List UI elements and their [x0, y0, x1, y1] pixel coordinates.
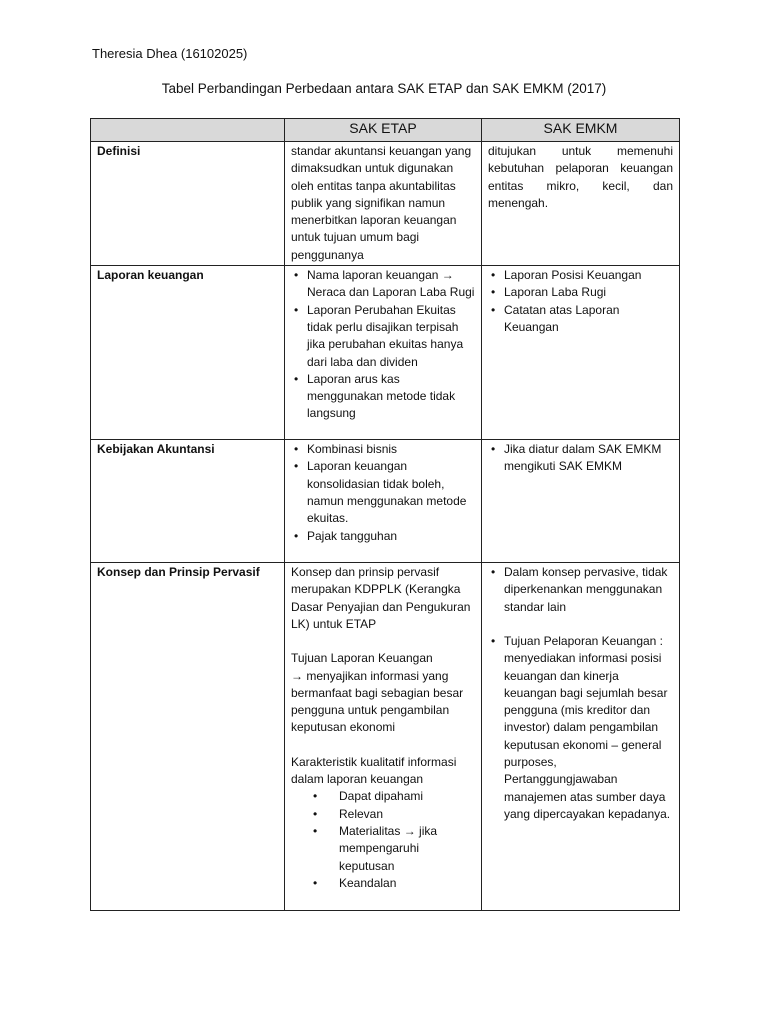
definisi-etap-cell: standar akuntansi keuangan yang dimaksudkan untuk digunakan oleh entitas tanpa akuntabilitas publik yang signifikan namun menerbitkan laporan keuangan untuk tujuan umum bagi penggunanya	[285, 142, 482, 266]
list-item: • Materialitas → jika mempengaruhi keputusan	[313, 823, 438, 873]
row-label-text: Konsep dan Prinsip Pervasif	[97, 565, 260, 580]
header-sak-etap: SAK ETAP	[285, 119, 482, 142]
row-label-kebijakan	[91, 440, 285, 563]
list-item: • Pajak tangguhan	[291, 528, 475, 545]
list-item: • Kombinasi bisnis	[291, 441, 475, 458]
definisi-emkm-cell: ditujukan untuk memenuhi kebutuhan pelaporan keuangan entitas mikro, kecil, dan menengah.	[482, 142, 680, 266]
kebijakan-emkm-cell	[482, 440, 680, 563]
list-item: • Relevan	[313, 806, 384, 821]
header-blank-cell	[91, 119, 285, 142]
konsep-etap-tujuan-text: → menyajikan informasi yang bermanfaat bagi sebagian besar pengguna untuk pengambilan keputusan ekonomi	[291, 668, 464, 735]
list-item: • Laporan Laba Rugi	[488, 284, 673, 301]
header-sak-emkm: SAK EMKM	[482, 119, 680, 142]
laporan-emkm-cell	[482, 266, 680, 440]
konsep-etap-cell	[285, 563, 482, 911]
list-item: • Laporan Posisi Keuangan	[488, 267, 673, 284]
list-item: • Jika diatur dalam SAK EMKM mengikuti SAK EMKM	[488, 441, 673, 476]
list-item: • Laporan Perubahan Ekuitas tidak perlu disajikan terpisah jika perubahan ekuitas hanya dari laba dan dividen	[291, 302, 475, 371]
table-header-row	[91, 119, 680, 142]
comparison-table	[90, 118, 680, 911]
list-item: • Laporan keuangan konsolidasian tidak boleh, namun menggunakan metode ekuitas.	[291, 458, 475, 527]
konsep-etap-tujuan-title: Tujuan Laporan Keuangan	[291, 651, 433, 666]
row-label-text: Kebijakan Akuntansi	[97, 442, 215, 457]
table-row-laporan	[91, 266, 680, 440]
konsep-etap-karakteristik: Karakteristik kualitatif informasi dalam laporan keuangan	[291, 754, 457, 787]
document-title: Tabel Perbandingan Perbedaan antara SAK ETAP dan SAK EMKM (2017)	[161, 81, 607, 96]
list-item: • Dapat dipahami	[313, 789, 424, 804]
list-item: • Dalam konsep pervasive, tidak diperkenankan menggunakan standar lain	[488, 564, 673, 616]
row-label-text: Definisi	[97, 144, 141, 158]
list-item: • Keandalan	[313, 875, 397, 890]
row-label-laporan	[91, 266, 285, 440]
list-item: • Laporan arus kas menggunakan metode tidak langsung	[291, 371, 475, 423]
table-row-definisi	[91, 142, 680, 266]
author-name: Theresia Dhea (16102025)	[92, 46, 248, 61]
konsep-emkm-cell	[482, 563, 680, 911]
list-item: • Nama laporan keuangan → Neraca dan Laporan Laba Rugi	[291, 267, 475, 302]
list-item: • Tujuan Pelaporan Keuangan : menyediakan informasi posisi keuangan dan kinerja keuangan bagi sejumlah besar pengguna (mis kreditor dan investor) dalam pengambilan keputusan ekonomi – general purposes, Pertanggungjawaban manajemen atas sumber daya yang dipercayakan kepadanya.	[488, 633, 673, 823]
row-label-konsep	[91, 563, 285, 911]
row-label-text: Laporan keuangan	[97, 268, 204, 283]
list-item: • Catatan atas Laporan Keuangan	[488, 302, 673, 337]
table-row-konsep	[91, 563, 680, 911]
table-row-kebijakan	[91, 440, 680, 563]
kebijakan-etap-cell	[285, 440, 482, 563]
row-label-definisi	[91, 142, 285, 266]
konsep-etap-paragraph: Konsep dan prinsip pervasif merupakan KDPPLK (Kerangka Dasar Penyajian dan Pengukuran LK) untuk ETAP	[291, 565, 471, 631]
laporan-etap-cell	[285, 266, 482, 440]
